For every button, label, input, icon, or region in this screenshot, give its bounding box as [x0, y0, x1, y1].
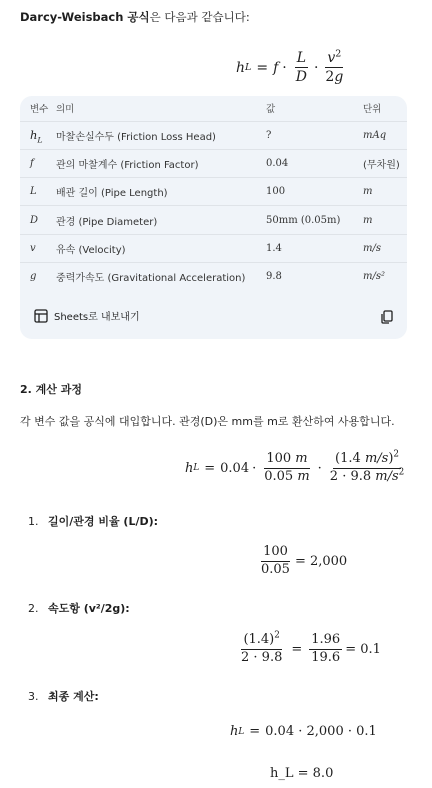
table-row	[20, 206, 407, 234]
unit-cell: m	[363, 186, 373, 198]
step-2-result: = 0.1	[345, 641, 381, 657]
value-cell: 0.04	[266, 157, 289, 169]
section-title: 2. 계산 과정	[20, 383, 82, 396]
symbol-cell: L	[30, 186, 37, 198]
header-meaning: 의미	[56, 104, 75, 116]
export-to-sheets-button[interactable]	[34, 308, 140, 323]
unit-cell: m/s²	[363, 271, 385, 283]
step-2-formula: $\frac{(1.4)^2}{2 \cdot 9.8}$ = $\frac{1.96}{19.6}$ = 0.1	[241, 630, 381, 665]
darcy-formula: h L = f · $\frac{L}{D}$ · $\frac{v^2}{2g}$	[236, 48, 344, 86]
value-cell: 9.8	[266, 271, 282, 283]
table-row	[20, 262, 407, 290]
header-value: 값	[266, 104, 276, 116]
step-1-formula: $\frac{100}{0.05}$ = 2,000	[261, 544, 348, 577]
export-label: Sheets로 내보내기	[54, 312, 140, 323]
meaning-cell: 관의 마찰계수 (Friction Factor)	[56, 159, 199, 171]
step-label: 최종 계산:	[48, 690, 99, 703]
step-2	[28, 600, 130, 616]
header-unit: 단위	[363, 104, 382, 116]
unit-cell: (무차원)	[363, 159, 400, 171]
symbol-cell: g	[30, 271, 37, 283]
meaning-cell: 관경 (Pipe Diameter)	[56, 216, 158, 228]
substituted-formula: h L = 0.04 · $\frac{100 m}{0.05 m}$ · $\frac{(1.4 m/s)^2}{2 \cdot 9.8 m/s^2}$	[185, 449, 405, 484]
intro-rest: 은 다음과 같습니다:	[149, 10, 250, 24]
meaning-cell: 마찰손실수두 (Friction Loss Head)	[56, 131, 216, 143]
unit-cell: m	[363, 214, 373, 226]
variables-table-card	[20, 96, 407, 339]
table-row	[20, 149, 407, 177]
section-paragraph: 각 변수 값을 공식에 대입합니다. 관경(D)은 mm를 m로 환산하여 사용합니다.	[20, 415, 395, 428]
step-label: 속도항 (v²/2g):	[48, 602, 130, 615]
header-variable: 변수	[30, 104, 49, 116]
value-cell: 50mm (0.05m)	[266, 214, 341, 226]
value-cell: 1.4	[266, 242, 282, 254]
table-row	[20, 234, 407, 262]
table-row	[20, 178, 407, 206]
step-3	[28, 688, 99, 704]
final-result: h_L = 8.0	[270, 766, 334, 781]
meaning-cell: 배관 길이 (Pipe Length)	[56, 188, 168, 200]
step-3-formula: h L = 0.04 · 2,000 · 0.1	[230, 724, 377, 739]
table-row	[20, 121, 407, 149]
step-label: 길이/관경 비율 (L/D):	[48, 515, 159, 528]
table-header-row	[20, 96, 407, 121]
symbol-cell: v	[30, 242, 36, 254]
meaning-cell: 중력가속도 (Gravitational Acceleration)	[56, 273, 246, 285]
step-number: 3.	[28, 690, 39, 703]
step-number: 2.	[28, 602, 39, 615]
meaning-cell: 유속 (Velocity)	[56, 244, 126, 256]
step-number: 1.	[28, 515, 39, 528]
intro-bold: Darcy-Weisbach 공식	[20, 10, 150, 24]
unit-cell: mAq	[363, 129, 387, 141]
intro-text	[20, 9, 250, 25]
step-1-result: = 2,000	[294, 553, 348, 569]
copy-icon[interactable]	[379, 309, 395, 325]
unit-cell: m/s	[363, 242, 381, 254]
symbol-cell: f	[30, 157, 34, 169]
value-cell: ?	[266, 129, 272, 141]
symbol-cell: D	[30, 214, 39, 226]
symbol-cell: $h_L$	[30, 128, 43, 145]
variables-table	[20, 96, 407, 291]
table-grid-icon	[34, 309, 48, 323]
step-1	[28, 513, 158, 529]
value-cell: 100	[266, 186, 286, 198]
